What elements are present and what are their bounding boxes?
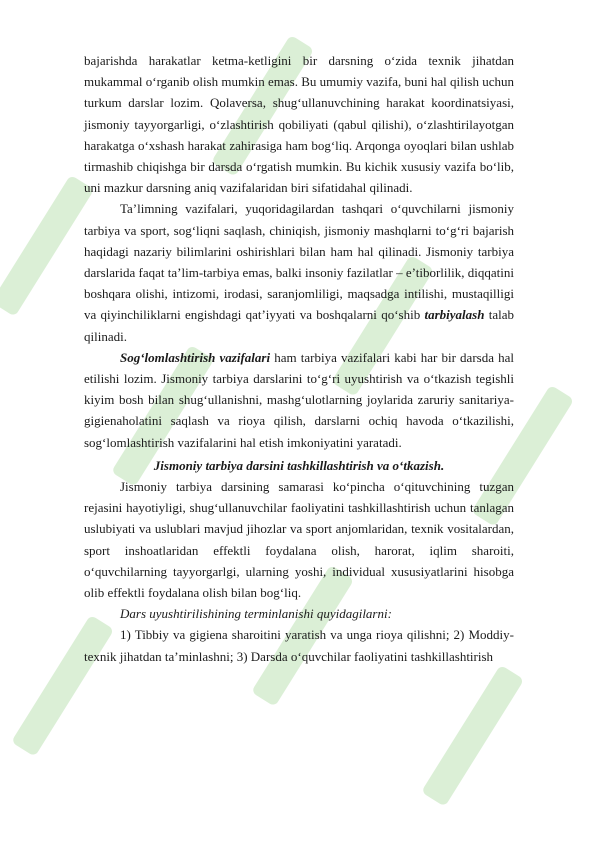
paragraph-3-text: ham tarbiya vazifalari kabi har bir darsda hal etilishi lozim. Jismoniy tarbiya darslarini to‘g‘ri uyushtirish va o‘tkazish tegishli kiyim bosh bilan shug‘ullanishni, mashg‘ulotlarning joylarida zaruriy sanitariya-gigienaholatini saqlash va rioya qilish, darslarni ochiq havoda o‘tkazilishi, sog‘lomlashtirish vazifalarini hal etish imkoniyatini yaratadi. — [84, 349, 515, 450]
paragraph-3 — [84, 347, 514, 453]
paragraph-5: Dars uyushtirilishining terminlanishi quyidagilarni: — [120, 606, 392, 622]
paragraph-2-emphasis: tarbiyalash — [424, 307, 485, 323]
paragraph-6: 1) Tibbiy va gigiena sharoitini yaratish va unga rioya qilishni; 2) Moddiy-texnik jihatdan ta’minlashni; 3) Darsda o‘quvchilar faoliyatini tashkillashtirish — [84, 627, 514, 664]
paragraph-4: Jismoniy tarbiya darsining samarasi ko‘pincha o‘qituvchining tuzgan rejasini hayotiyligi, shug‘ullanuvchilar faoliyatini tashkillashtirish uchun tanlagan uslubiyati va uslublari mavjud jihozlar va sport anjomlaridan, texnik vositalardan, sport inshoatlaridan effektli foydalana olish, harorat, iqlim sharoiti, o‘quvchilarning tayyorgarlgi, ularning yoshi, individual xususiyatlarini hisobga olib effektli foydalana olish bilan bog‘liq. — [84, 479, 514, 601]
paragraph-2 — [84, 198, 514, 346]
paragraph-3-term: Sog‘lomlashtirish vazifalari — [120, 349, 271, 365]
document-body — [84, 50, 514, 667]
paragraph-2-end: talab qilinadi. — [84, 307, 515, 344]
paragraph-2-text: Ta’limning vazifalari, yuqoridagilardan tashqari o‘quvchilarni jismoniy tarbiya va sport, sog‘liqni saqlash, chiniqish, jismoniy mashqlarni to‘g‘ri bajarish haqidagi nazariy bilimlarini oshirishlari bilan ham hal qilinadi. Jismoniy tarbiya darslarida faqat ta’lim-tarbiya emas, balki insoniy fazilatlar – e’tiborlilik, diqqatini boshqara olishi, intizomi, irodasi, saranjomliligi, maqsadga intilishi, mustaqilligi va qiyinchiliklarni engishdagi qat’iyyati va boshqalarni qo‘shib — [84, 201, 514, 323]
section-heading: Jismoniy tarbiya darsini tashkillashtirish va o‘tkazish. — [153, 457, 445, 473]
paragraph-1: bajarishda harakatlar ketma-ketligini bir darsning o‘zida texnik jihatdan mukammal o‘rganib olish mumkin emas. Bu umumiy vazifa, buni hal qilish uchun turkum darslar lozim. Qolaversa, shug‘ullanuvchining harakat koordinatsiyasi, jismoniy tayyorgarligi, o‘zlashtirish qobiliyati (qabul qilishi), o‘zlashtirilayotgan harakatga o‘xshash harakat zahirasiga ham bog‘liq. Arqonga oyoqlari bilan ushlab tirmashib chiqishga bir darsda o‘rgatish mumkin. Bu kichik xususiy vazifa bo‘lib, uni mazkur darsning aniq vazifalaridan biri sifatidahal qilinadi. — [84, 53, 514, 196]
